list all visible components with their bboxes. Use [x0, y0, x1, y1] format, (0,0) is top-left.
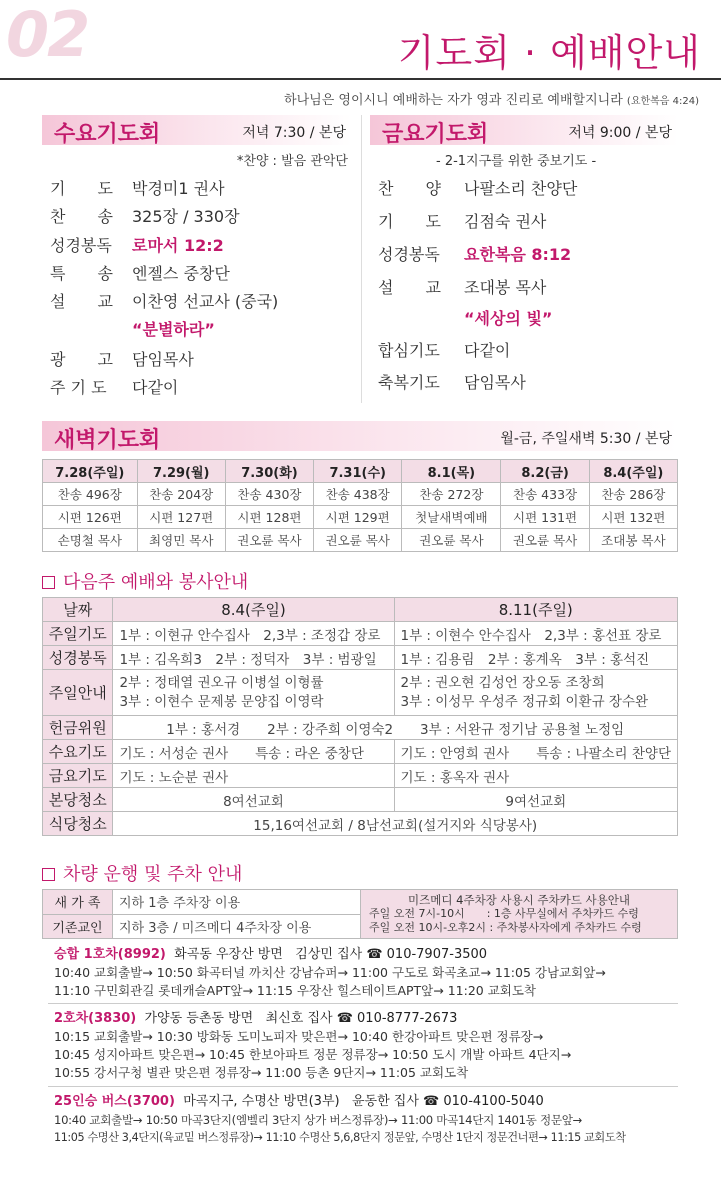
- route-divider: [48, 1086, 678, 1087]
- list-item: 기 도 김점숙 권사: [378, 212, 547, 231]
- route-2: 2호차(3830) 가양동 등촌동 방면 최신호 집사 ☎ 010-8777-2673 10:15 교회출발→ 10:30 방화동 도미노피자 맞은편→ 10:40 한강아파트 맞은편 정류장→ 10:45 성지아파트 맞은편→ 10:45 한보아파트 정문 정류장→ 10:50 도시 개발 아파트 4단지→ 10:55 강서구청 별관 맞은편 정류장→ 11:00 등촌 9단지→ 11:05 교회도착: [54, 1011, 572, 1080]
- list-item: 특 송 엔젤스 중창단: [50, 264, 230, 283]
- list-item: 축복기도 담임목사: [378, 373, 526, 392]
- vehicle-heading: 차량 운행 및 주차 안내: [42, 860, 242, 886]
- list-item: 광 고 담임목사: [50, 350, 194, 369]
- parking-note: 미즈메디 4주차장 사용시 주차카드 사용안내 주일 오전 7시-10시 : 1층 사무실에서 주차카드 수령 주일 오전 10시-오후2시 : 주차봉사자에게 주차카드 수령: [361, 890, 678, 939]
- table-row: 찬송 496장 찬송 204장 찬송 430장 찬송 438장 찬송 272장 찬송 433장 찬송 286장: [43, 483, 678, 506]
- next-week-heading: 다음주 예배와 봉사안내: [42, 568, 248, 594]
- verse-text: 하나님은 영이시니 예배하는 자가 영과 진리로 예배할지니라: [284, 93, 623, 108]
- sermon-title: “분별하라”: [132, 320, 215, 339]
- route-1: 승합 1호차(8992) 화곡동 우장산 방면 김상민 집사 ☎ 010-7907-3500 10:40 교회출발→ 10:50 화곡터널 까치산 강남슈퍼→ 11:00 구도로 화곡초교→ 11:05 강남교회앞→ 11:10 구민회관길 롯데캐슬APT앞→ 11:15 우장산 힐스테이트APT앞→ 11:20 교회도착: [54, 947, 606, 998]
- table-row: 수요기도 기도 : 서성순 권사 특송 : 라온 중창단 기도 : 안영희 권사 특송 : 나팔소리 찬양단: [43, 740, 678, 764]
- sermon-title: “세상의 빛”: [464, 309, 553, 328]
- table-row: 날짜 8.4(주일) 8.11(주일): [43, 598, 678, 622]
- page-title: 기도회 · 예배안내: [397, 31, 701, 75]
- dawn-title: 새벽기도회: [54, 428, 161, 453]
- wednesday-subtitle: *찬양 : 발음 관악단: [236, 154, 348, 169]
- table-row: 헌금위원 1부 : 홍서경 2부 : 강주희 이영숙2 3부 : 서완규 정기남 공용철 노정임: [43, 716, 678, 740]
- wednesday-header: [42, 115, 352, 145]
- list-item: 설 교 이찬영 선교사 (중국): [50, 292, 279, 311]
- list-item: 기 도 박경미1 권사: [50, 179, 225, 198]
- list-item: 성경봉독 로마서 12:2: [50, 236, 224, 255]
- table-row: 기존교인 지하 3층 / 미즈메디 4주차장 이용: [43, 914, 678, 939]
- verse-ref: (요한복음 4:24): [626, 96, 699, 107]
- wednesday-time: 저녁 7:30 / 본당: [242, 125, 346, 141]
- table-row: 손명철 목사 최영민 목사 권오륜 목사 권오륜 목사 권오륜 목사 권오륜 목사 조대봉 목사: [43, 529, 678, 552]
- dawn-header: [42, 421, 678, 451]
- table-row: 금요기도 기도 : 노순분 권사 기도 : 홍옥자 권사: [43, 764, 678, 788]
- list-item: 합심기도 다같이: [378, 341, 511, 360]
- friday-subtitle: - 2-1지구를 위한 중보기도 -: [436, 154, 597, 169]
- parking-table: [42, 889, 678, 939]
- dawn-schedule-table: [42, 459, 678, 552]
- friday-order: [378, 176, 678, 402]
- table-row: 새 가 족 지하 1층 주차장 이용 미즈메디 4주차장 사용시 주차카드 사용안내 주일 오전 7시-10시 : 1층 사무실에서 주차카드 수령 주일 오전 10시-오후2시 : 주차봉사자에게 주차카드 수령: [43, 890, 678, 915]
- list-item: 찬 양 나팔소리 찬양단: [378, 179, 578, 198]
- wednesday-order: [50, 176, 350, 403]
- friday-title: 금요기도회: [382, 122, 489, 147]
- checkbox-square-icon: [42, 868, 55, 881]
- table-row: 주일안내 2부 : 정태열 권오규 이병설 이형률 3부 : 이현수 문제봉 문양집 이영락 2부 : 권오현 김성언 장오동 조창희 3부 : 이성무 우성주 정규회 이환규 장수완: [43, 670, 678, 716]
- table-row: 시편 126편 시편 127편 시편 128편 시편 129편 첫날새벽예배 시편 131편 시편 132편: [43, 506, 678, 529]
- wednesday-title: 수요기도회: [54, 122, 161, 147]
- route-divider: [48, 1003, 678, 1004]
- friday-header: [370, 115, 678, 145]
- next-week-table: [42, 597, 678, 836]
- table-row: 주일기도 1부 : 이현규 안수집사 2,3부 : 조정갑 장로 1부 : 이현수 안수집사 2,3부 : 홍선표 장로: [43, 622, 678, 646]
- list-item: 성경봉독 요한복음 8:12: [378, 245, 572, 264]
- page-number: 02: [6, 0, 89, 71]
- table-row: 식당청소 15,16여선교회 / 8남선교회(설거지와 식당봉사): [43, 812, 678, 836]
- list-item: 주 기 도 다같이: [50, 378, 179, 397]
- list-item: 찬 송 325장 / 330장: [50, 207, 240, 226]
- route-3: 25인승 버스(3700) 마곡지구, 수명산 방면(3부) 윤동한 집사 ☎ 010-4100-5040 10:40 교회출발→ 10:50 마곡3단지(엠벨리 3단지 상가 버스정류장)→ 11:00 마곡14단지 1401동 정문앞→ 11:05 수명산 3,4단지(육교밑 버스정류장)→ 11:10 수명산 5,6,8단지 정문앞, 수명산 1단지 정문건너편→ 11:15 교회도착: [54, 1094, 626, 1144]
- checkbox-square-icon: [42, 576, 55, 589]
- column-divider: [361, 115, 362, 403]
- friday-time: 저녁 9:00 / 본당: [568, 125, 672, 141]
- table-row: 성경봉독 1부 : 김옥희3 2부 : 정덕자 3부 : 범광일 1부 : 김용림 2부 : 홍계옥 3부 : 홍석진: [43, 646, 678, 670]
- list-item: 설 교 조대봉 목사: [378, 278, 547, 297]
- table-row: 7.28(주일) 7.29(월) 7.30(화) 7.31(수) 8.1(목) 8.2(금) 8.4(주일): [43, 460, 678, 483]
- verse: [284, 89, 699, 108]
- dawn-time: 월-금, 주일새벽 5:30 / 본당: [500, 431, 672, 447]
- table-row: 본당청소 8여선교회 9여선교회: [43, 788, 678, 812]
- title-divider: [0, 78, 721, 80]
